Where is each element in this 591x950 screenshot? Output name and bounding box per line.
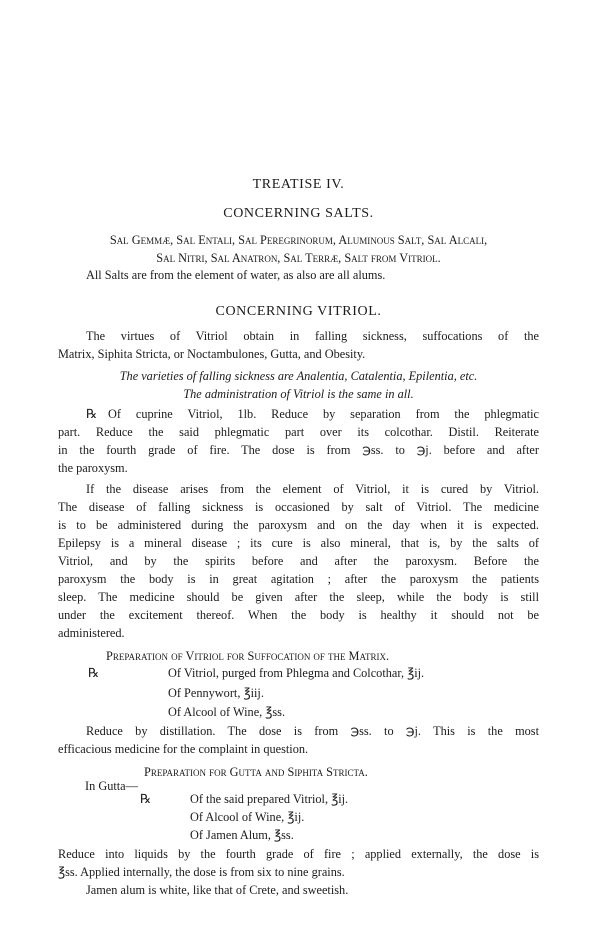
matrix-ingredient: Of Alcool of Wine, ℥ss. (168, 705, 286, 719)
salts-list-line1: Sal Gemmæ, Sal Entali, Sal Peregrinorum, Aluminous Salt, Sal Alcali, (109, 233, 488, 247)
gutta-ingredient: Of Jamen Alum, ℥ss. (190, 828, 294, 842)
vitriol-heading: CONCERNING VITRIOL. (215, 304, 382, 319)
disease-line: If the disease arises from the element of Vitriol, it is cured by Vitriol. (86, 482, 539, 496)
recipe-line2: part. Reduce the said phlegmatic part over its colcothar. Distil. Reiterate (58, 425, 539, 439)
gutta-closing-line1: Reduce into liquids by the fourth grade of fire ; applied externally, the dose is (58, 847, 539, 861)
matrix-closing-line2: efficacious medicine for the complaint in question. (58, 742, 309, 756)
disease-line: administered. (58, 626, 125, 640)
gutta-prep-heading: Preparation for Gutta and Siphita Stricta. (144, 765, 368, 779)
gutta-ingredient: Of Alcool of Wine, ℥ij. (190, 810, 305, 824)
disease-line: Vitriol, and by the spirits before and after the paroxysm. Before the (58, 554, 539, 568)
recipe-line1 (86, 405, 539, 423)
vitriol-varieties-line2: The administration of Vitriol is the same in all. (183, 387, 414, 401)
in-gutta-label: In Gutta— (85, 779, 138, 793)
matrix-prep-symbol: ℞ (88, 666, 100, 680)
vitriol-varieties-line1: The varieties of falling sickness are Analentia, Catalentia, Epilentia, etc. (119, 369, 478, 383)
recipe-line3: in the fourth grade of fire. The dose is from ℈ss. to ℈j. before and after (58, 443, 539, 457)
salts-note: All Salts are from the element of water, as also are all alums. (86, 268, 386, 282)
disease-line: is to be administered during the paroxysm and on the day when it is expected. (58, 518, 539, 532)
gutta-closing-line3: Jamen alum is white, like that of Crete, and sweetish. (86, 883, 349, 897)
disease-line: The disease of falling sickness is occasioned by salt of Vitriol. The medicine (58, 500, 539, 514)
gutta-ingredient: Of the said prepared Vitriol, ℥ij. (190, 792, 349, 806)
matrix-closing-line1: Reduce by distillation. The dose is from ℈ss. to ℈j. This is the most (86, 724, 539, 738)
salts-list-line2: Sal Nitri, Sal Anatron, Sal Terræ, Salt from Vitriol. (156, 251, 441, 265)
treatise-title: TREATISE IV. (252, 177, 345, 192)
matrix-prep-heading: Preparation of Vitriol for Suffocation of the Matrix. (106, 649, 390, 663)
disease-line: under the excitement thereof. When the body is healthy it should not be (58, 608, 539, 622)
recipe-line4: the paroxysm. (58, 461, 128, 475)
gutta-closing-line2: ℥ss. Applied internally, the dose is from six to nine grains. (58, 865, 345, 879)
vitriol-virtues-line1: The virtues of Vitriol obtain in falling sickness, suffocations of the (86, 329, 539, 343)
disease-line: Epilepsy is a mineral disease ; its cure is also mineral, that is, by the salts of (58, 536, 539, 550)
vitriol-virtues-line2: Matrix, Siphita Stricta, or Noctambulones, Gutta, and Obesity. (58, 347, 366, 361)
recipe-line1-text: Of cuprine Vitriol, 1lb. Reduce by separation from the phlegmatic (108, 407, 539, 421)
matrix-ingredient: Of Pennywort, ℥iij. (168, 686, 264, 700)
disease-line: paroxysm the body is in great agitation ; after the paroxysm the patients (58, 572, 539, 586)
matrix-ingredient: Of Vitriol, purged from Phlegma and Colcothar, ℥ij. (168, 666, 425, 680)
recipe-symbol: ℞ (86, 407, 98, 421)
salts-heading: CONCERNING SALTS. (223, 206, 374, 221)
disease-line: sleep. The medicine should be given after the sleep, while the body is still (58, 590, 539, 604)
gutta-prep-symbol: ℞ (140, 792, 152, 806)
